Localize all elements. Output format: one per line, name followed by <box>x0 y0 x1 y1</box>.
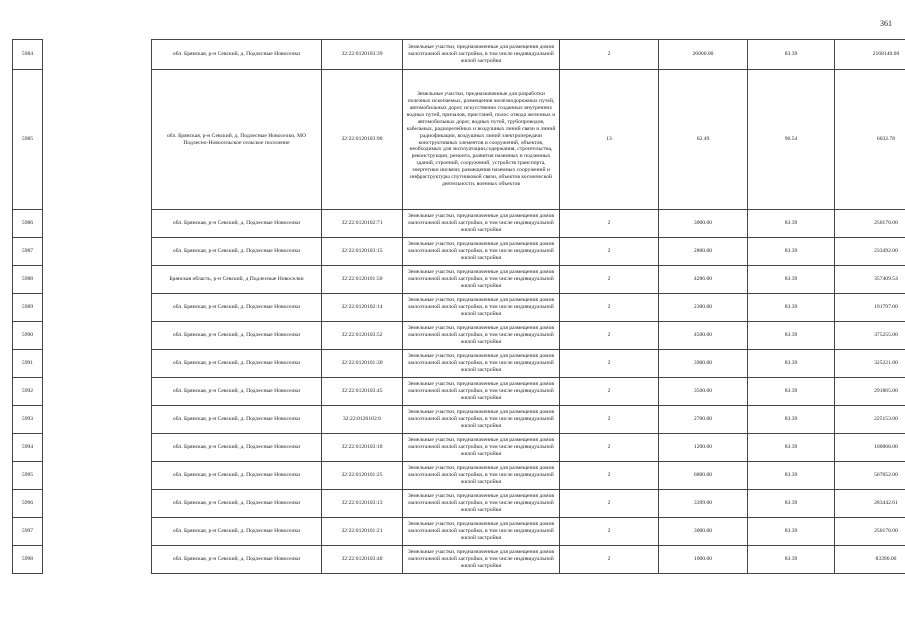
land-use-cell: Земельные участки, предназначенные для размещения домов малоэтажной жилой застройки, в том числе индивидуальной жилой застройки <box>403 266 560 294</box>
table-row <box>13 350 905 378</box>
area-cell: 2700.00 <box>659 406 748 434</box>
address-cell: обл. Брянская, р-н Севский, д. Подлесные Новоселки, МО Подлесно-Новосельское сельское поселение <box>152 70 322 210</box>
address-cell: обл. Брянская, р-н Севский, д. Подлесные Новоселки <box>152 490 322 518</box>
cadastral-number-cell: 32:22:0120103:13 <box>322 490 403 518</box>
rate-cell: 83.39 <box>748 546 835 574</box>
cadastral-value-cell: 291865.00 <box>835 378 905 406</box>
cadastral-value-cell: 325221.00 <box>835 350 905 378</box>
category-cell: 2 <box>560 518 659 546</box>
area-cell: 3000.00 <box>659 518 748 546</box>
land-use-cell: Земельные участки, предназначенные для разработки полезных ископаемых, размещения железнодорожных путей, автомобильных дорог, искусственно созданных внутренних водных путей, причалов, пристаней, полос отвода железных и автомобильных дорог, водных путей, трубопроводов, кабельных, радиорелейных и воздушных линий связи и линий радиофикации, воздушных линий электропередачи конструктивных элементов и сооружений, объектов, необходимых для эксплуатации,содержания, строительства, реконструкции, ремонта, развития наземных и подземных зданий, строений, сооружений, устройств транспорта, энергетики иисвязи; размещения наземных сооружений и инфраструктуры спутниковой связи, объектов космической деятельности, военных объектов <box>403 70 560 210</box>
cadastral-value-cell: 2168140.00 <box>835 40 905 70</box>
address-cell: обл. Брянская, р-н Севский, д. Подлесные Новоселки <box>152 546 322 574</box>
table-row <box>13 266 905 294</box>
land-use-cell: Земельные участки, предназначенные для размещения домов малоэтажной жилой застройки, в том числе индивидуальной жилой застройки <box>403 462 560 490</box>
category-cell: 2 <box>560 210 659 238</box>
cadastral-number-cell: 32:22:0120101:21 <box>322 518 403 546</box>
cadastral-value-cell: 100068.00 <box>835 434 905 462</box>
rate-cell: 83.39 <box>748 294 835 322</box>
table-body <box>13 40 905 574</box>
blank-cell <box>43 406 152 434</box>
address-cell: обл. Брянская, р-н Севский, д. Подлесные Новоселки <box>152 406 322 434</box>
cadastral-value-cell: 357409.54 <box>835 266 905 294</box>
category-cell: 2 <box>560 462 659 490</box>
rate-cell: 83.39 <box>748 518 835 546</box>
category-cell: 2 <box>560 294 659 322</box>
rate-cell: 83.39 <box>748 434 835 462</box>
table-row <box>13 378 905 406</box>
area-cell: 26000.00 <box>659 40 748 70</box>
cadastral-number-cell: 32:22:0120103:52 <box>322 322 403 350</box>
land-use-cell: Земельные участки, предназначенные для размещения домов малоэтажной жилой застройки, в том числе индивидуальной жилой застройки <box>403 40 560 70</box>
blank-cell <box>43 266 152 294</box>
land-use-cell: Земельные участки, предназначенные для размещения домов малоэтажной жилой застройки, в том числе индивидуальной жилой застройки <box>403 350 560 378</box>
cadastral-value-cell: 191797.00 <box>835 294 905 322</box>
row-id-cell: 5994 <box>13 434 43 462</box>
cadastral-value-cell: 375255.00 <box>835 322 905 350</box>
rate-cell: 83.39 <box>748 406 835 434</box>
land-use-cell: Земельные участки, предназначенные для размещения домов малоэтажной жилой застройки, в том числе индивидуальной жилой застройки <box>403 210 560 238</box>
land-use-cell: Земельные участки, предназначенные для размещения домов малоэтажной жилой застройки, в том числе индивидуальной жилой застройки <box>403 406 560 434</box>
category-cell: 2 <box>560 546 659 574</box>
category-cell: 2 <box>560 406 659 434</box>
row-id-cell: 5998 <box>13 546 43 574</box>
category-cell: 2 <box>560 40 659 70</box>
category-cell: 2 <box>560 238 659 266</box>
table-row <box>13 462 905 490</box>
cadastral-value-cell: 250170.00 <box>835 210 905 238</box>
row-id-cell: 5987 <box>13 238 43 266</box>
area-cell: 2800.00 <box>659 238 748 266</box>
table-row <box>13 546 905 574</box>
cadastral-value-cell: 567052.00 <box>835 462 905 490</box>
category-cell: 2 <box>560 434 659 462</box>
page-number: 361 <box>880 19 892 28</box>
row-id-cell: 5991 <box>13 350 43 378</box>
row-id-cell: 5997 <box>13 518 43 546</box>
row-id-cell: 5984 <box>13 40 43 70</box>
area-cell: 3900.00 <box>659 350 748 378</box>
table-row <box>13 210 905 238</box>
cadastral-number-cell: 32:22:0120102:14 <box>322 294 403 322</box>
address-cell: обл. Брянская, р-н Севский, д. Подлесные Новоселки <box>152 210 322 238</box>
address-cell: обл. Брянская, р-н Севский, д. Подлесные Новоселки <box>152 350 322 378</box>
address-cell: Брянская область, р-н Севский, д Подлесные Новоселки <box>152 266 322 294</box>
cadastral-number-cell: 32:22:0120103:15 <box>322 238 403 266</box>
table-row <box>13 406 905 434</box>
land-use-cell: Земельные участки, предназначенные для размещения домов малоэтажной жилой застройки, в том числе индивидуальной жилой застройки <box>403 518 560 546</box>
area-cell: 1200.00 <box>659 434 748 462</box>
land-registry-table <box>12 39 905 574</box>
address-cell: обл. Брянская, р-н Севский, д. Подлесные Новоселки <box>152 434 322 462</box>
land-use-cell: Земельные участки, предназначенные для размещения домов малоэтажной жилой застройки, в том числе индивидуальной жилой застройки <box>403 378 560 406</box>
blank-cell <box>43 294 152 322</box>
row-id-cell: 5995 <box>13 462 43 490</box>
rate-cell: 83.39 <box>748 210 835 238</box>
category-cell: 13 <box>560 70 659 210</box>
row-id-cell: 5996 <box>13 490 43 518</box>
cadastral-number-cell: 32:22:0120102:6 <box>322 406 403 434</box>
area-cell: 6800.00 <box>659 462 748 490</box>
cadastral-value-cell: 225153.00 <box>835 406 905 434</box>
land-use-cell: Земельные участки, предназначенные для размещения домов малоэтажной жилой застройки, в том числе индивидуальной жилой застройки <box>403 434 560 462</box>
rate-cell: 83.39 <box>748 350 835 378</box>
cadastral-number-cell: 32:22:0120103:48 <box>322 546 403 574</box>
cadastral-number-cell: 32:22:0120103:90 <box>322 70 403 210</box>
blank-cell <box>43 238 152 266</box>
address-cell: обл. Брянская, р-н Севский, д. Подлесные Новоселки <box>152 238 322 266</box>
address-cell: обл. Брянская, р-н Севский, д. Подлесные Новоселки <box>152 322 322 350</box>
blank-cell <box>43 350 152 378</box>
rate-cell: 83.39 <box>748 40 835 70</box>
address-cell: обл. Брянская, р-н Севский, д. Подлесные Новоселки <box>152 294 322 322</box>
row-id-cell: 5988 <box>13 266 43 294</box>
table-row <box>13 40 905 70</box>
cadastral-number-cell: 32:22:0120103:39 <box>322 40 403 70</box>
blank-cell <box>43 462 152 490</box>
row-id-cell: 5986 <box>13 210 43 238</box>
table-row <box>13 294 905 322</box>
area-cell: 3000.00 <box>659 210 748 238</box>
table-row <box>13 322 905 350</box>
blank-cell <box>43 210 152 238</box>
cadastral-number-cell: 32:22:0120103:18 <box>322 434 403 462</box>
blank-cell <box>43 322 152 350</box>
row-id-cell: 5993 <box>13 406 43 434</box>
cadastral-number-cell: 32:22:0120101:25 <box>322 462 403 490</box>
area-cell: 3399.00 <box>659 490 748 518</box>
area-cell: 3500.00 <box>659 378 748 406</box>
area-cell: 1000.00 <box>659 546 748 574</box>
blank-cell <box>43 518 152 546</box>
blank-cell <box>43 70 152 210</box>
cadastral-number-cell: 32:22:0120101:50 <box>322 266 403 294</box>
cadastral-value-cell: 233492.00 <box>835 238 905 266</box>
address-cell: обл. Брянская, р-н Севский, д. Подлесные Новоселки <box>152 378 322 406</box>
land-use-cell: Земельные участки, предназначенные для размещения домов малоэтажной жилой застройки, в том числе индивидуальной жилой застройки <box>403 322 560 350</box>
table-row <box>13 238 905 266</box>
table-row <box>13 490 905 518</box>
table-row <box>13 70 905 210</box>
category-cell: 2 <box>560 490 659 518</box>
cadastral-number-cell: 32:22:0120103:45 <box>322 378 403 406</box>
area-cell: 4286.00 <box>659 266 748 294</box>
land-use-cell: Земельные участки, предназначенные для размещения домов малоэтажной жилой застройки, в том числе индивидуальной жилой застройки <box>403 490 560 518</box>
category-cell: 2 <box>560 266 659 294</box>
cadastral-value-cell: 250170.00 <box>835 518 905 546</box>
rate-cell: 96.54 <box>748 70 835 210</box>
row-id-cell: 5992 <box>13 378 43 406</box>
rate-cell: 83.39 <box>748 462 835 490</box>
rate-cell: 83.39 <box>748 238 835 266</box>
cadastral-number-cell: 32:22:0120101:30 <box>322 350 403 378</box>
area-cell: 62.49 <box>659 70 748 210</box>
cadastral-value-cell: 6032.78 <box>835 70 905 210</box>
cadastral-value-cell: 83390.00 <box>835 546 905 574</box>
address-cell: обл. Брянская, р-н Севский, д. Подлесные Новоселки <box>152 462 322 490</box>
row-id-cell: 5985 <box>13 70 43 210</box>
blank-cell <box>43 490 152 518</box>
category-cell: 2 <box>560 378 659 406</box>
address-cell: обл. Брянская, р-н Севский, д. Подлесные Новоселки <box>152 40 322 70</box>
blank-cell <box>43 546 152 574</box>
land-use-cell: Земельные участки, предназначенные для размещения домов малоэтажной жилой застройки, в том числе индивидуальной жилой застройки <box>403 238 560 266</box>
rate-cell: 83.39 <box>748 378 835 406</box>
category-cell: 2 <box>560 322 659 350</box>
land-use-cell: Земельные участки, предназначенные для размещения домов малоэтажной жилой застройки, в том числе индивидуальной жилой застройки <box>403 546 560 574</box>
cadastral-number-cell: 32:22:0120102:71 <box>322 210 403 238</box>
land-use-cell: Земельные участки, предназначенные для размещения домов малоэтажной жилой застройки, в том числе индивидуальной жилой застройки <box>403 294 560 322</box>
blank-cell <box>43 40 152 70</box>
cadastral-value-cell: 283442.61 <box>835 490 905 518</box>
address-cell: обл. Брянская, р-н Севский, д. Подлесные Новоселки <box>152 518 322 546</box>
table-row <box>13 434 905 462</box>
row-id-cell: 5989 <box>13 294 43 322</box>
row-id-cell: 5990 <box>13 322 43 350</box>
category-cell: 2 <box>560 350 659 378</box>
rate-cell: 83.39 <box>748 490 835 518</box>
rate-cell: 83.39 <box>748 322 835 350</box>
area-cell: 4500.00 <box>659 322 748 350</box>
rate-cell: 83.39 <box>748 266 835 294</box>
blank-cell <box>43 434 152 462</box>
table-row <box>13 518 905 546</box>
area-cell: 2300.00 <box>659 294 748 322</box>
blank-cell <box>43 378 152 406</box>
